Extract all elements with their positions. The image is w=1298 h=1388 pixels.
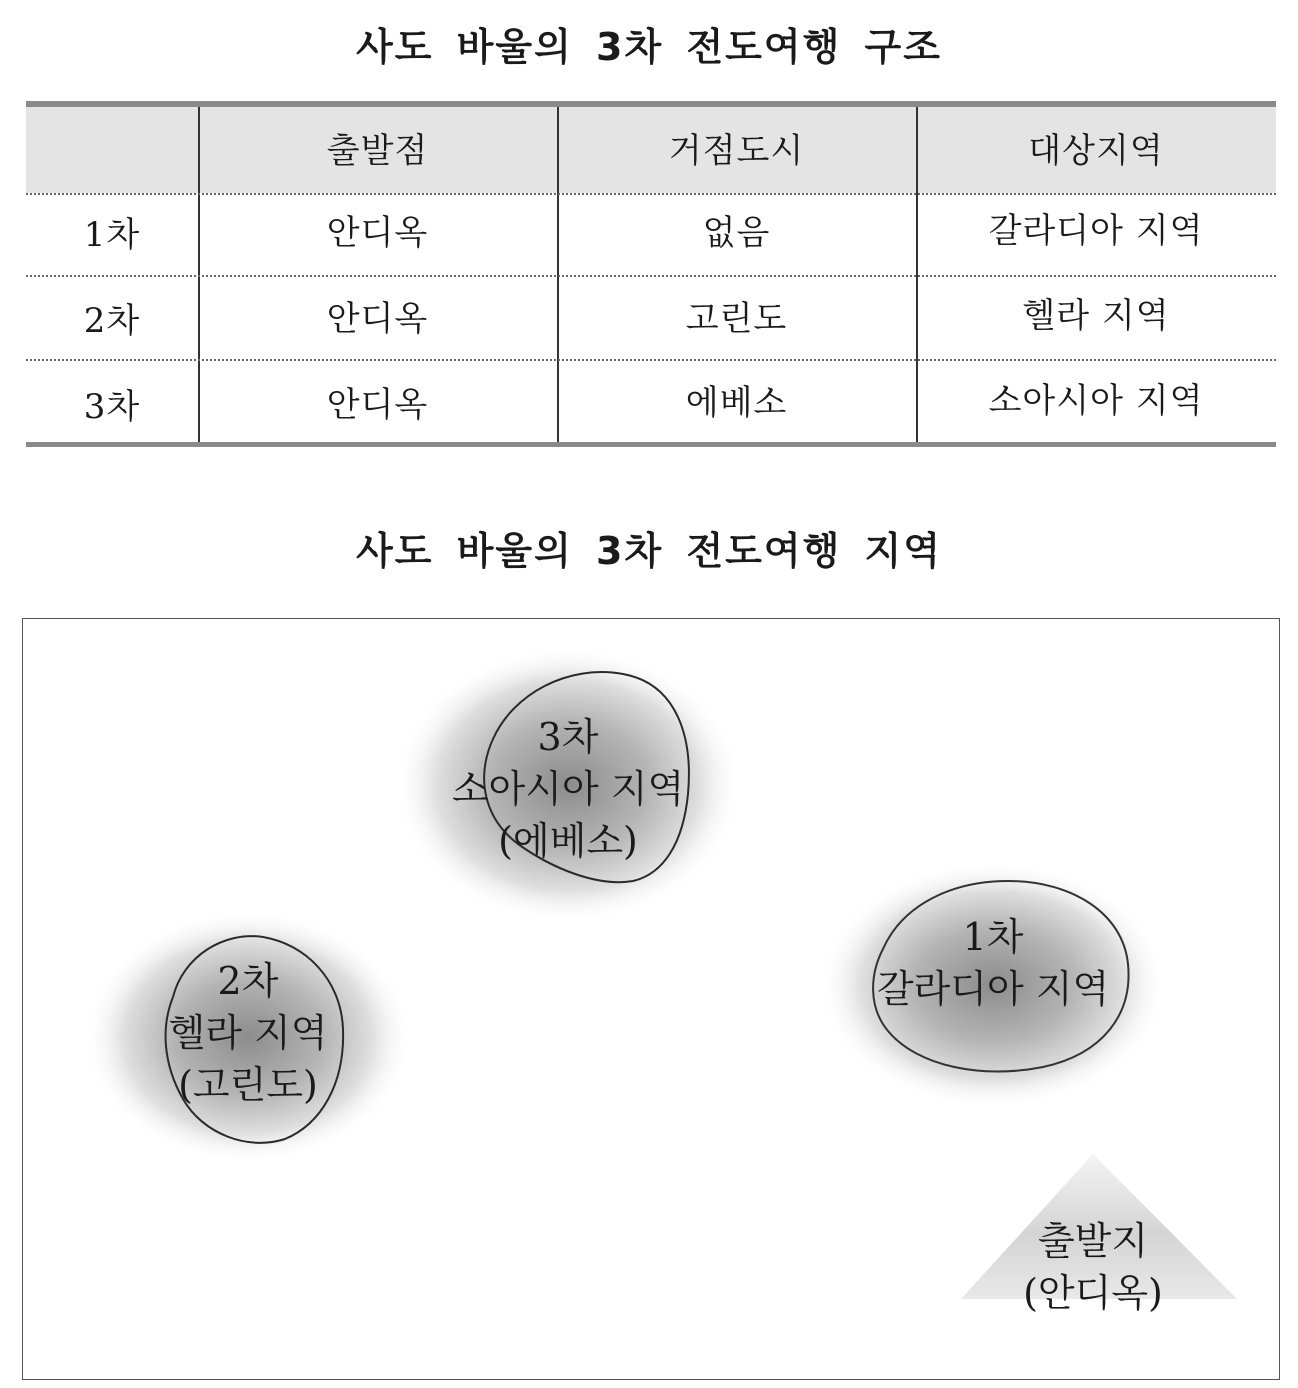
- table-cell-base-city: 없음: [702, 213, 771, 253]
- region-trip: 2차: [217, 959, 279, 1003]
- mission-map: [22, 618, 1280, 1380]
- table-cell-base-city: 에베소: [685, 383, 788, 423]
- region-trip: 1차: [962, 915, 1024, 959]
- table-cell-origin: 안디옥: [326, 213, 429, 253]
- region-name: 헬라 지역: [168, 1011, 328, 1055]
- table-cell-origin: 안디옥: [326, 299, 429, 339]
- region-trip: 3차: [537, 715, 599, 759]
- region-label-trip-3: [443, 711, 693, 867]
- origin-title: 출발지: [1037, 1219, 1149, 1263]
- table-cell-target-region: 소아시아 지역: [988, 381, 1204, 421]
- table-row-divider: [26, 275, 1276, 277]
- origin-city: (안디옥): [1023, 1271, 1163, 1315]
- region-label-trip-2: [133, 955, 363, 1111]
- table-cell-trip: 2차: [83, 301, 141, 341]
- table-header-target-region: 대상지역: [1028, 131, 1164, 171]
- table-cell-target-region: 헬라 지역: [1022, 296, 1170, 336]
- map-title: 사도 바울의 3차 전도여행 지역: [356, 529, 942, 573]
- table-cell-target-region: 갈라디아 지역: [988, 211, 1204, 251]
- table-row-divider: [26, 359, 1276, 361]
- origin-label: [1008, 1215, 1178, 1319]
- table-header-origin: 출발점: [326, 131, 429, 171]
- region-label-trip-1: [853, 911, 1133, 1015]
- region-name: 갈라디아 지역: [876, 967, 1110, 1011]
- table-cell-base-city: 고린도: [685, 299, 788, 339]
- table-header-base-city: 거점도시: [668, 131, 805, 171]
- table-cell-trip: 1차: [83, 215, 141, 255]
- table-title: 사도 바울의 3차 전도여행 구조: [356, 25, 942, 69]
- region-name: 소아시아 지역: [451, 767, 685, 811]
- table-row-divider: [26, 193, 1276, 195]
- table-cell-trip: 3차: [83, 387, 141, 427]
- region-city: (에베소): [498, 819, 638, 863]
- table-cell-origin: 안디옥: [326, 385, 429, 425]
- region-city: (고린도): [178, 1063, 318, 1107]
- itinerary-table: [26, 101, 1276, 447]
